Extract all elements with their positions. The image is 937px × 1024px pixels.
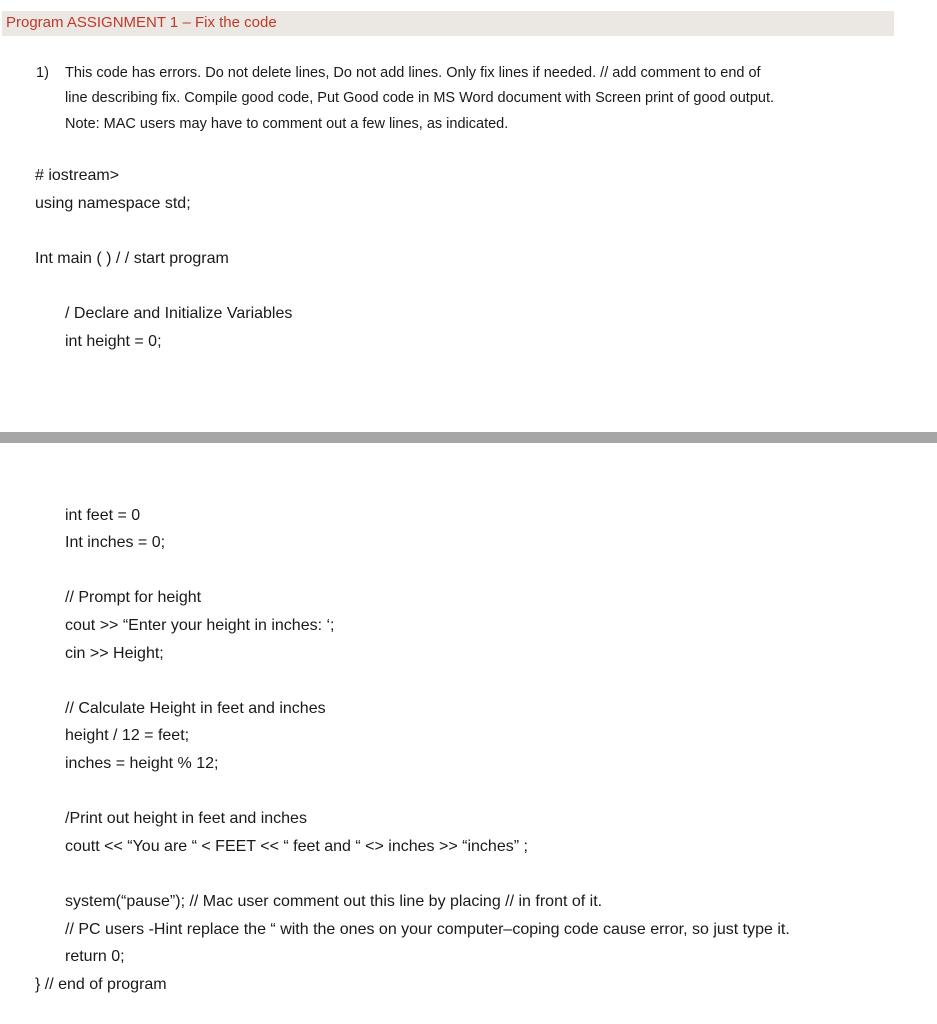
- instruction-line: Note: MAC users may have to comment out a few lines, as indicated.: [65, 116, 509, 132]
- code-line: coutt << “You are “ < FEET << “ feet and “ <> inches >> “inches” ;: [65, 838, 528, 855]
- instruction-line: This code has errors. Do not delete lines, Do not add lines. Only fix lines if needed. // add comment to end of: [65, 65, 761, 81]
- code-line: } // end of program: [35, 976, 167, 993]
- page-divider: [0, 432, 937, 443]
- code-line: height / 12 = feet;: [65, 727, 190, 744]
- code-line: // PC users -Hint replace the “ with the ones on your computer–coping code cause error, so just type it.: [65, 921, 790, 938]
- code-line: cout >> “Enter your height in inches: ‘;: [65, 617, 335, 634]
- instruction-line: line describing fix. Compile good code, Put Good code in MS Word document with Screen print of good output.: [65, 90, 775, 106]
- title-bar: [2, 11, 894, 36]
- code-line: int height = 0;: [65, 333, 162, 350]
- code-line: system(“pause”); // Mac user comment out this line by placing // in front of it.: [65, 893, 603, 910]
- code-line: /Print out height in feet and inches: [65, 810, 307, 827]
- code-line: using namespace std;: [35, 195, 191, 212]
- assignment-title: Program ASSIGNMENT 1 – Fix the code: [6, 14, 277, 31]
- code-line: // Prompt for height: [65, 589, 202, 606]
- code-line: Int main ( ) / / start program: [35, 250, 229, 267]
- code-line: int feet = 0: [65, 507, 141, 524]
- code-line: // Calculate Height in feet and inches: [65, 700, 326, 717]
- code-line: inches = height % 12;: [65, 755, 219, 772]
- code-line: / Declare and Initialize Variables: [65, 305, 293, 322]
- instruction-number: 1): [36, 65, 49, 81]
- code-line: # iostream>: [35, 167, 120, 184]
- code-line: return 0;: [65, 948, 125, 965]
- code-line: cin >> Height;: [65, 645, 164, 662]
- code-line: Int inches = 0;: [65, 534, 166, 551]
